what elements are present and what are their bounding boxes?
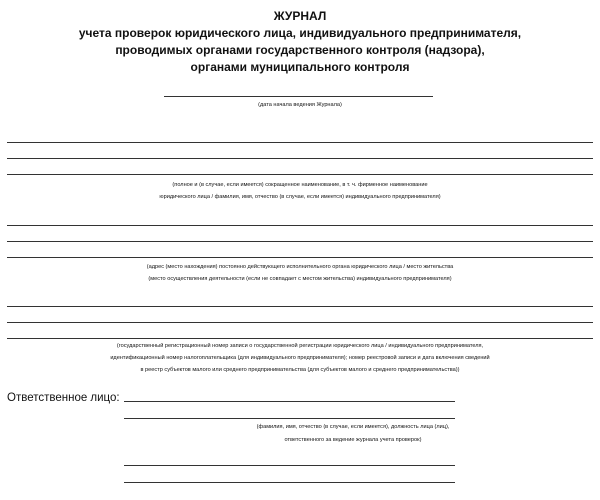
responsible-person-field-line-2[interactable]	[124, 418, 455, 419]
registration-field-line-2[interactable]	[7, 322, 593, 323]
entity-name-field-line-3[interactable]	[7, 174, 593, 175]
entity-name-caption	[0, 179, 600, 203]
registration-field-line-1[interactable]	[7, 306, 593, 307]
responsible-person-caption	[160, 421, 546, 447]
responsible-person-field-line-1[interactable]	[124, 401, 455, 402]
entity-name-field-line-1[interactable]	[7, 142, 593, 143]
address-caption-line-1: (адрес (место нахождения) постоянно действующего исполнительного органа юридического лица / место жительства	[146, 264, 454, 270]
responsible-person-caption-line-1: (фамилия, имя, отчество (в случае, если имеется), должность лица (лиц),	[256, 424, 450, 430]
address-caption-line-2: (место осуществления деятельности (если не совпадает с местом жительства) индивидуального предпринимателя)	[148, 276, 452, 282]
start-date-caption: (дата начала ведения Журнала)	[258, 102, 342, 108]
journal-title	[0, 8, 600, 76]
entity-name-caption-line-1: (полное и (в случае, если имеется) сокращенное наименование, в т. ч. фирменное наименование	[172, 182, 428, 188]
start-date-field-line[interactable]	[164, 96, 433, 97]
registration-caption-line-3: в реестр субъектов малого или среднего предпринимательства (для субъектов малого и среднего предпринимательства))	[140, 367, 460, 373]
journal-title-subtitle-line-2: проводимых органами государственного контроля (надзора),	[115, 43, 485, 57]
journal-title-subtitle-line-3: органами муниципального контроля	[190, 60, 410, 74]
registration-caption-line-1: (государственный регистрационный номер записи о государственной регистрации юридического лица / индивидуального предпринимателя,	[116, 343, 484, 349]
address-field-line-3[interactable]	[7, 257, 593, 258]
responsible-person-caption-line-2: ответственного за ведение журнала учета проверок)	[284, 437, 422, 443]
entity-name-caption-line-2: юридического лица / фамилия, имя, отчество (в случае, если имеется) индивидуального предпринимателя)	[159, 194, 441, 200]
responsible-person-label: Ответственное лицо:	[7, 392, 120, 404]
address-field-line-2[interactable]	[7, 241, 593, 242]
registration-field-line-3[interactable]	[7, 338, 593, 339]
address-caption	[0, 261, 600, 285]
address-field-line-1[interactable]	[7, 225, 593, 226]
journal-title-heading: ЖУРНАЛ	[273, 9, 327, 23]
journal-title-subtitle-line-1: учета проверок юридического лица, индивидуального предпринимателя,	[78, 26, 522, 40]
responsible-person-field-line-3[interactable]	[124, 465, 455, 466]
responsible-person-field-line-4[interactable]	[124, 482, 455, 483]
entity-name-field-line-2[interactable]	[7, 158, 593, 159]
registration-caption-line-2: идентификационный номер налогоплательщика (для индивидуального предпринимателя); номер реестровой записи и дата включения сведений	[110, 355, 490, 361]
registration-caption	[0, 340, 600, 376]
